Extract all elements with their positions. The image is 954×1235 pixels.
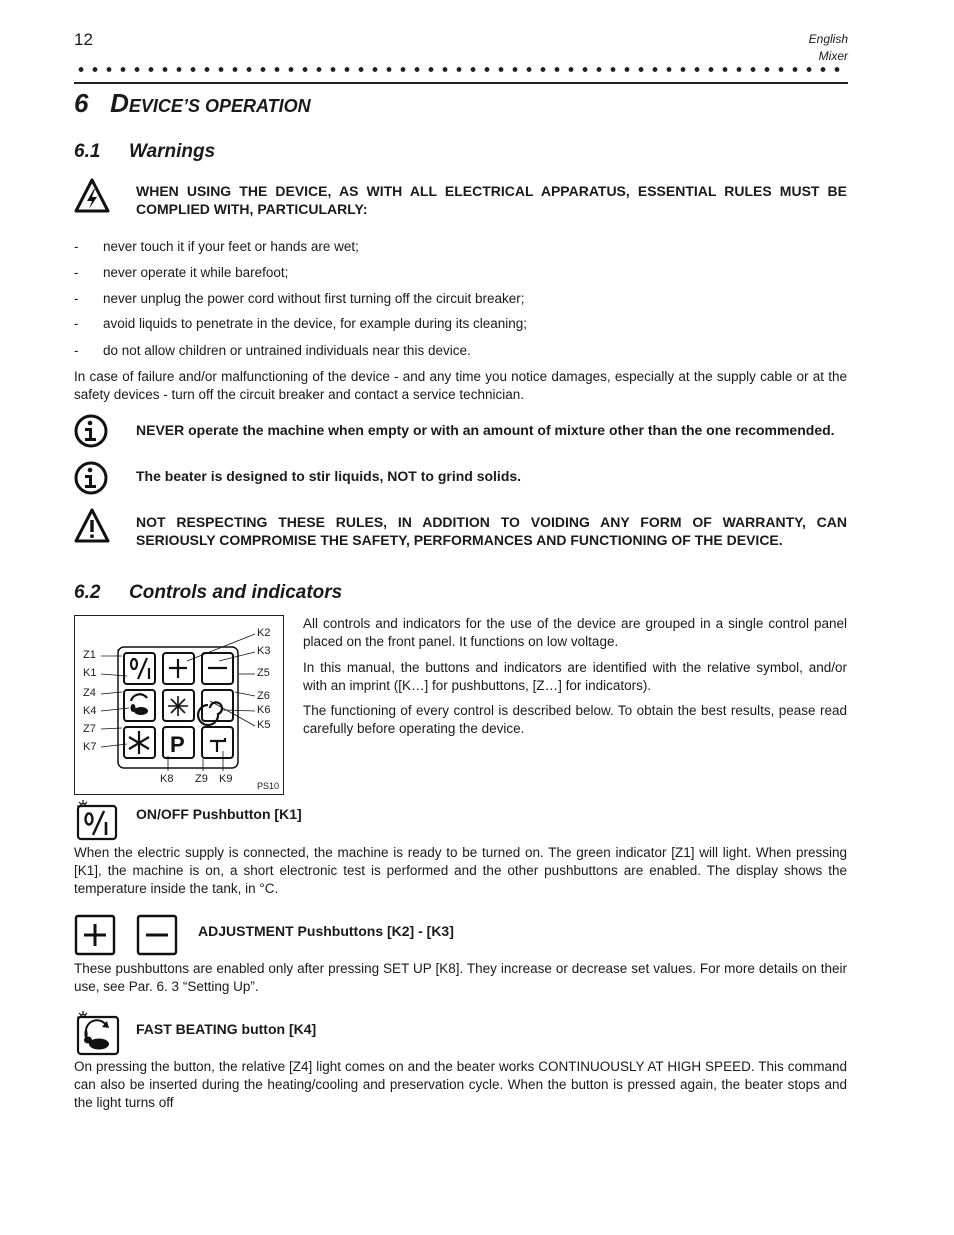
controls-intro-1: All controls and indicators for the use of the device are grouped in a single control panel placed on the front panel. It functions on low voltage. (303, 616, 847, 649)
control-panel-diagram (74, 615, 284, 795)
info-icon (74, 414, 108, 448)
info-text-2: The beater is designed to stir liquids, NOT to grind solids. (136, 468, 522, 484)
header-right (809, 31, 848, 65)
section-title-initial: D (110, 88, 129, 118)
fast-text: On pressing the button, the relative [Z4] light comes on and the beater works CONTINUOUSLY AT HIGH SPEED. This command can also be inserted during the heating/cooling and preservation cycle. When the button is pressed again, the beater stops and the light turns off (74, 1059, 847, 1110)
fast-title: FAST BEATING button [K4] (136, 1021, 317, 1037)
panel-label-left: Z1 (83, 649, 96, 661)
failure-paragraph: In case of failure and/or malfunctioning of the device - and any time you notice damages, especially at the supply cable or at the safety devices - turn off the circuit breaker and contact a service technician. (74, 369, 847, 402)
panel-label-left: K4 (83, 705, 97, 717)
control-panel-drawing (75, 616, 283, 794)
section-title-rest: EVICE’S OPERATION (128, 96, 311, 116)
info-icon (74, 461, 108, 495)
section-number: 6 (74, 88, 89, 118)
panel-label-bottom: Z9 (195, 773, 208, 785)
bullet-text: never touch it if your feet or hands are wet; (103, 239, 359, 254)
panel-label-bottom: K8 (160, 773, 174, 785)
subsection-number: 6.2 (74, 582, 101, 603)
bullet-5: - do not allow children or untrained individuals near this device. (74, 343, 471, 358)
caution-text: NOT RESPECTING THESE RULES, IN ADDITION TO VOIDING ANY FORM OF WARRANTY, CAN SERIOUSLY COMPROMISE THE SAFETY, PERFORMANCES AND FUNCTIONING OF THE DEVICE. (136, 514, 847, 548)
panel-label-right: K6 (257, 704, 271, 716)
plus-button-icon (74, 914, 116, 956)
dotted-divider (74, 67, 848, 72)
info-text-1: NEVER operate the machine when empty or with an amount of mixture other than the one recommended. (136, 422, 835, 438)
panel-code: PS10 (257, 781, 280, 791)
bullet-2: - never operate it while barefoot; (74, 265, 289, 280)
minus-button-icon (136, 914, 178, 956)
controls-intro-2: In this manual, the buttons and indicators are identified with the relative symbol, and/or with an imprint ([K…] for pushbuttons, [Z…] for indicators). (303, 660, 847, 693)
bullet-text: do not allow children or untrained individuals near this device. (103, 343, 471, 358)
panel-label-left: K1 (83, 667, 97, 679)
panel-label-bottom: K9 (219, 773, 233, 785)
controls-intro-3: The functioning of every control is described below. To obtain the best results, pease read carefully before operating the device. (303, 703, 847, 736)
electrical-warning-text: WHEN USING THE DEVICE, AS WITH ALL ELECTRICAL APPARATUS, ESSENTIAL RULES MUST BE COMPLIED WITH, PARTICULARLY: (136, 183, 847, 217)
bullet-text: never unplug the power cord without first turning off the circuit breaker; (103, 291, 525, 306)
panel-label-left: K7 (83, 741, 97, 753)
adjust-text: These pushbuttons are enabled only after pressing SET UP [K8]. They increase or decrease set values. For more details on their use, see Par. 6. 3 “Setting Up”. (74, 961, 847, 994)
bullet-text: avoid liquids to penetrate in the device, for example during its cleaning; (103, 316, 528, 331)
subsection-title-warnings (74, 141, 215, 163)
onoff-text: When the electric supply is connected, the machine is ready to be turned on. The green indicator [Z1] will light. When pressing [K1], the machine is on, a short electronic test is performed and the other pushbuttons are enabled. The display shows the temperature inside the tank, in °C. (74, 845, 847, 896)
panel-label-right: Z5 (257, 667, 270, 679)
panel-label-right: Z6 (257, 690, 270, 702)
subsection-label: Warnings (129, 141, 216, 162)
section-title (74, 88, 311, 119)
electrical-hazard-icon (74, 178, 110, 214)
header-product: Mixer (818, 49, 848, 63)
subsection-title-controls (74, 582, 342, 604)
fast-beating-button-icon (74, 1010, 120, 1056)
panel-label-right: K5 (257, 719, 271, 731)
header-language: English (808, 32, 848, 46)
caution-icon (74, 508, 110, 544)
subsection-number: 6.1 (74, 141, 101, 162)
bullet-text: never operate it while barefoot; (103, 265, 289, 280)
panel-label-left: Z4 (83, 687, 96, 699)
bullet-4: - avoid liquids to penetrate in the device, for example during its cleaning; (74, 316, 528, 331)
panel-label-right: K2 (257, 627, 271, 639)
panel-label-left: Z7 (83, 723, 96, 735)
svg-text:P: P (170, 732, 185, 757)
adjust-title: ADJUSTMENT Pushbuttons [K2] - [K3] (198, 923, 454, 939)
on-off-button-icon (74, 799, 118, 841)
header-rule (74, 82, 848, 84)
bullet-1: - never touch it if your feet or hands are wet; (74, 239, 359, 254)
page-number: 12 (74, 30, 93, 49)
bullet-3: - never unplug the power cord without first turning off the circuit breaker; (74, 291, 525, 306)
subsection-label: Controls and indicators (129, 582, 343, 603)
onoff-title: ON/OFF Pushbutton [K1] (136, 806, 302, 822)
panel-label-right: K3 (257, 645, 271, 657)
